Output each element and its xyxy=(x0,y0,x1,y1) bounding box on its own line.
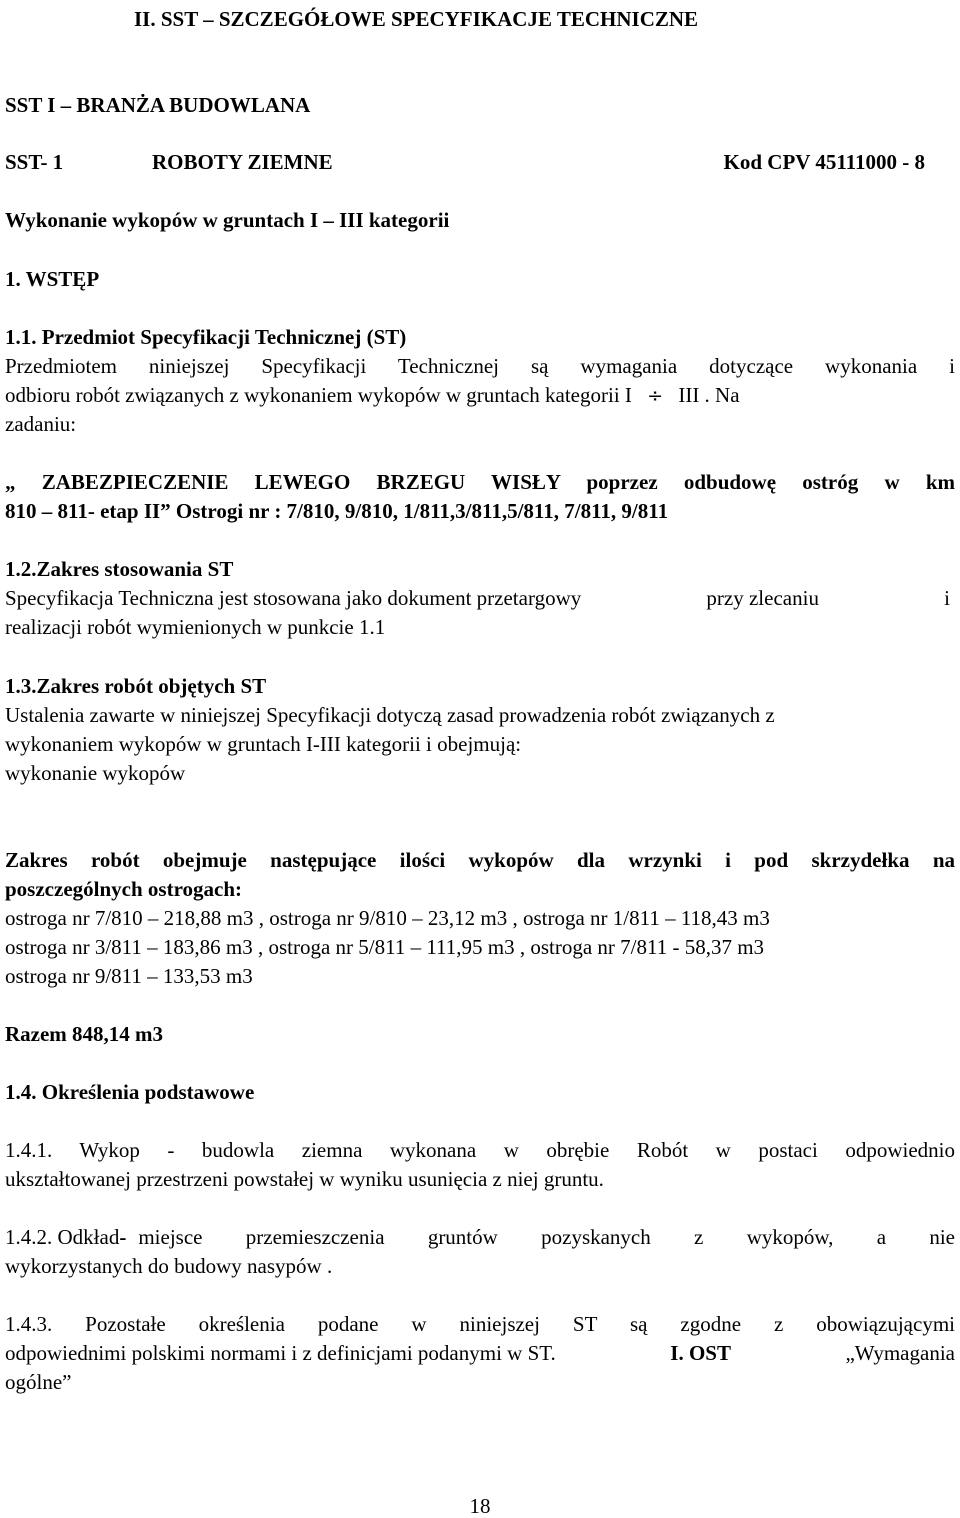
section-1-4-heading: 1.4. Określenia podstawowe xyxy=(5,1080,255,1104)
document-title: II. SST – SZCZEGÓŁOWE SPECYFIKACJE TECHNICZNE xyxy=(134,7,699,31)
sst-subtitle: Wykonanie wykopów w gruntach I – III kategorii xyxy=(5,208,450,232)
text-part-1: Specyfikacja Techniczna jest stosowana jako dokument przetargowy xyxy=(5,586,582,610)
section-1-3-text-line-1: Ustalenia zawarte w niniejszej Specyfikacji dotyczą zasad prowadzenia robót związanych z xyxy=(5,703,775,727)
definition-text: miejsce przemieszczenia gruntów pozyskanych z wykopów, a nie xyxy=(138,1225,955,1249)
sst-code: SST- 1 xyxy=(5,150,64,174)
section-1-1-text-line-1: Przedmiotem niniejszej Specyfikacji Technicznej są wymagania dotyczące wykonania i xyxy=(5,354,955,378)
scope-heading-line-2: poszczególnych ostrogach: xyxy=(5,877,242,901)
text-line-2-end: III . Na xyxy=(678,383,740,407)
definition-1-4-2-line-2: wykorzystanych do budowy nasypów . xyxy=(5,1254,333,1278)
scope-quantities-row-1: ostroga nr 7/810 – 218,88 m3 , ostroga nr 9/810 – 23,12 m3 , ostroga nr 1/811 – 118,43 m3 xyxy=(5,906,770,930)
section-1-3-heading: 1.3.Zakres robót objętych ST xyxy=(5,674,267,698)
task-name-line-1: „ ZABEZPIECZENIE LEWEGO BRZEGU WISŁY poprzez odbudowę ostróg w km xyxy=(5,470,955,494)
scope-heading-line-1: Zakres robót obejmuje następujące ilości wykopów dla wrzynki i pod skrzydełka na xyxy=(5,848,955,872)
scope-quantities-row-3: ostroga nr 9/811 – 133,53 m3 xyxy=(5,964,253,988)
definition-1-4-2-line-1 xyxy=(5,1225,955,1249)
scope-quantities-row-2: ostroga nr 3/811 – 183,86 m3 , ostroga nr 5/811 – 111,95 m3 , ostroga nr 7/811 - 58,37 m3 xyxy=(5,935,765,959)
ost-reference: I. OST xyxy=(670,1341,731,1365)
section-1-1-text-line-3: zadaniu: xyxy=(5,412,77,436)
sst-header-row xyxy=(5,150,925,174)
scope-total: Razem 848,14 m3 xyxy=(5,1022,164,1046)
page-number: 18 xyxy=(469,1494,491,1518)
section-1-2-heading: 1.2.Zakres stosowania ST xyxy=(5,557,234,581)
task-name-line-2: 810 – 811- etap II” Ostrogi nr : 7/810, 9/810, 1/811,3/811,5/811, 7/811, 9/811 xyxy=(5,499,669,523)
section-1-1-text-line-2 xyxy=(5,383,955,408)
definition-text: odpowiednimi polskimi normami i z definicjami podanymi w ST. xyxy=(5,1341,556,1365)
branch-heading: SST I – BRANŻA BUDOWLANA xyxy=(5,93,311,117)
definition-1-4-3-line-1: 1.4.3. Pozostałe określenia podane w niniejszej ST są zgodne z obowiązującymi xyxy=(5,1312,955,1336)
section-1-1-heading: 1.1. Przedmiot Specyfikacji Technicznej (ST) xyxy=(5,325,407,349)
text-part-2: przy zlecaniu xyxy=(706,586,819,610)
definition-1-4-1-line-1: 1.4.1. Wykop - budowla ziemna wykonana w obrębie Robót w postaci odpowiednio xyxy=(5,1138,955,1162)
text-part-3: i xyxy=(944,586,950,610)
sst-name: ROBOTY ZIEMNE xyxy=(152,150,333,174)
section-1-heading: 1. WSTĘP xyxy=(5,267,100,291)
section-1-2-text-line-1 xyxy=(5,586,950,610)
cpv-code: Kod CPV 45111000 - 8 xyxy=(723,150,925,174)
definition-dash: - xyxy=(119,1225,127,1249)
definition-1-4-3-line-3: ogólne” xyxy=(5,1370,72,1394)
definition-term: 1.4.2. Odkład xyxy=(5,1225,120,1249)
text-line-2-start: odbioru robót związanych z wykonaniem wykopów w gruntach kategorii I xyxy=(5,383,632,407)
ost-title-start: „Wymagania xyxy=(845,1341,955,1365)
definition-1-4-3-line-2 xyxy=(5,1341,955,1365)
division-sign-icon: ÷ xyxy=(647,385,664,407)
section-1-3-text-line-3: wykonanie wykopów xyxy=(5,761,186,785)
section-1-3-text-line-2: wykonaniem wykopów w gruntach I-III kategorii i obejmują: xyxy=(5,732,522,756)
definition-1-4-1-line-2: ukształtowanej przestrzeni powstałej w wyniku usunięcia z niej gruntu. xyxy=(5,1167,604,1191)
section-1-2-text-line-2: realizacji robót wymienionych w punkcie 1.1 xyxy=(5,615,386,639)
